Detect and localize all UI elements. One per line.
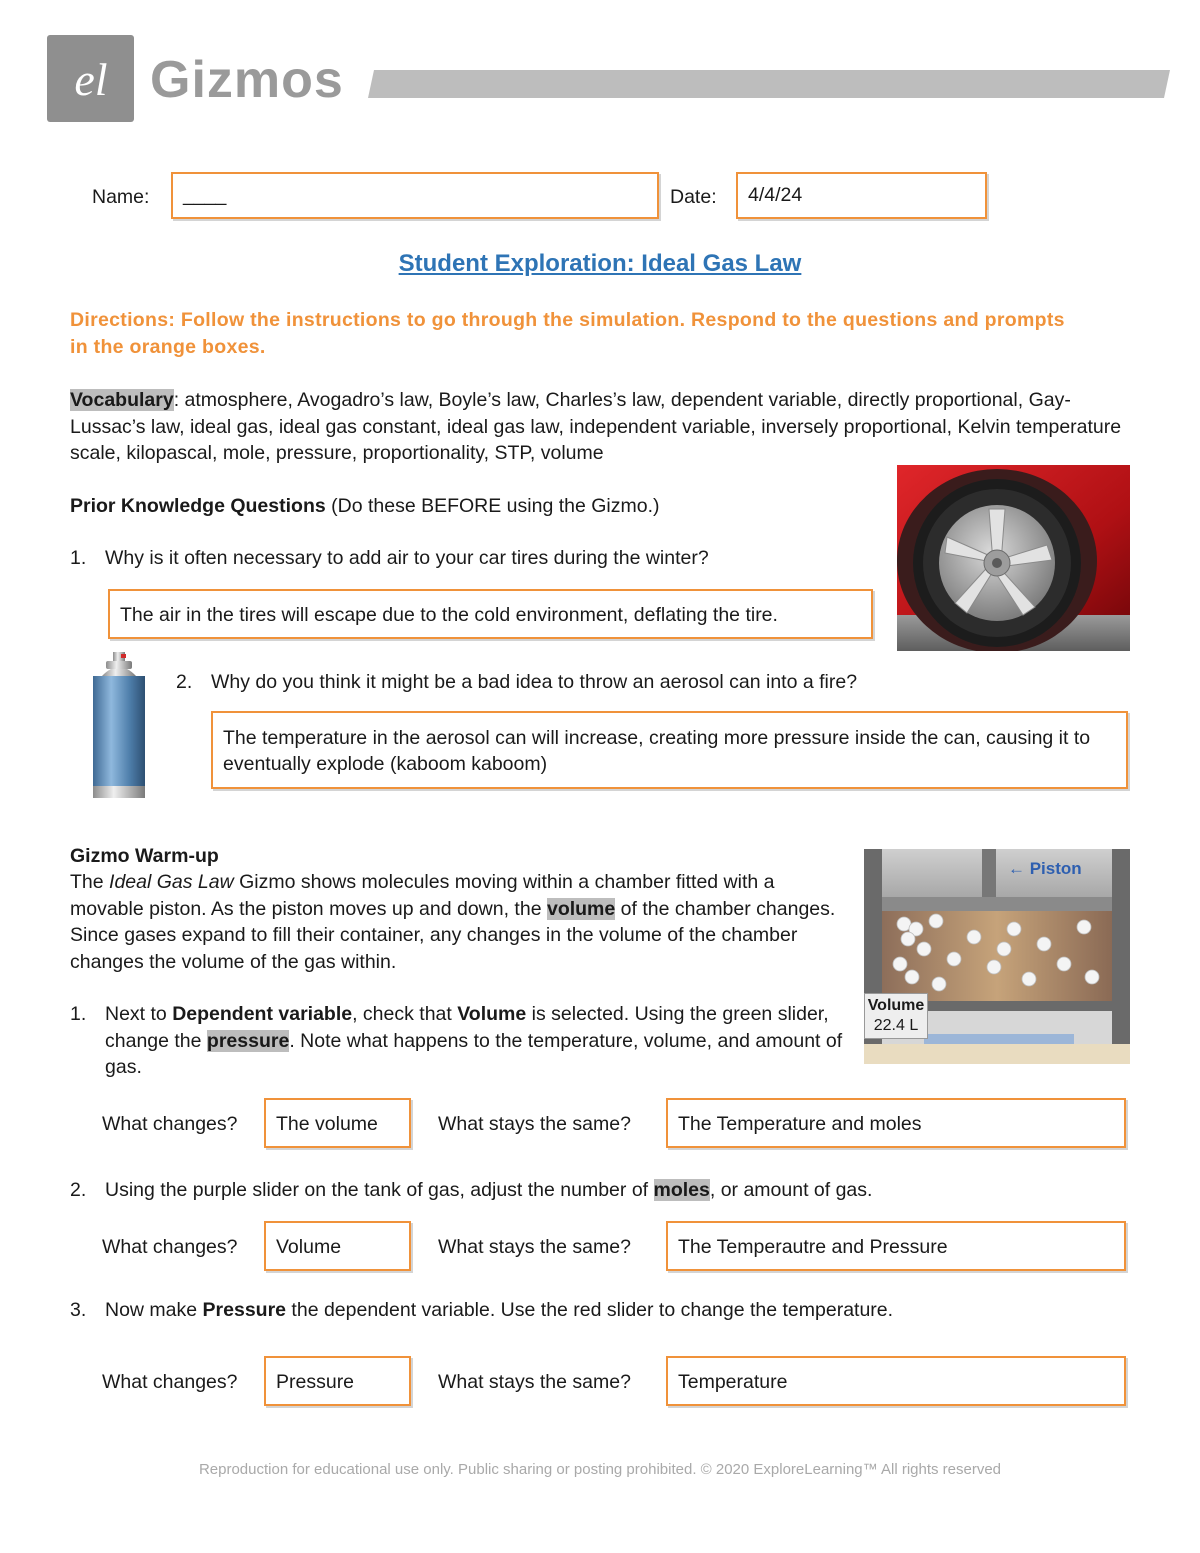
aerosol-can-image bbox=[88, 650, 150, 800]
date-label: Date: bbox=[670, 186, 717, 208]
warmup-q2-text bbox=[105, 1177, 872, 1204]
warmup-q2-number: 2. bbox=[70, 1179, 87, 1201]
volume-readout bbox=[864, 993, 928, 1039]
q2-part: , or amount of gas. bbox=[709, 1179, 873, 1201]
q1-same-field[interactable]: The Temperature and moles bbox=[666, 1098, 1126, 1148]
changes-label: What changes? bbox=[102, 1371, 238, 1393]
q1-part: Next to bbox=[105, 1003, 173, 1025]
warmup-p-italic: Ideal Gas Law bbox=[109, 871, 234, 893]
warmup-paragraph bbox=[70, 869, 845, 975]
q3-part: the dependent variable. Use the red slider to change the temperature. bbox=[286, 1299, 894, 1321]
name-label: Name: bbox=[92, 186, 150, 208]
q1-part: , check that bbox=[352, 1003, 458, 1025]
date-field[interactable]: 4/4/24 bbox=[736, 172, 987, 219]
warmup-q3-text bbox=[105, 1297, 893, 1324]
q3-bold: Pressure bbox=[202, 1299, 287, 1321]
q2-highlight: moles bbox=[653, 1179, 710, 1201]
warmup-q3-number: 3. bbox=[70, 1299, 87, 1321]
vocabulary-label: Vocabulary bbox=[70, 389, 174, 411]
q1-bold: Volume bbox=[457, 1003, 527, 1025]
warmup-p-part: Gizmo shows molecules moving within a chamber fitted with a movable piston. As the piston moves up and down, the bbox=[70, 871, 775, 920]
same-label: What stays the same? bbox=[438, 1113, 631, 1135]
prior-q2-text: Why do you think it might be a bad idea to throw an aerosol can into a fire? bbox=[211, 671, 858, 693]
name-field[interactable]: ____ bbox=[171, 172, 659, 219]
q1-bold: Dependent variable bbox=[172, 1003, 353, 1025]
q3-same-field[interactable]: Temperature bbox=[666, 1356, 1126, 1406]
page-title: Student Exploration: Ideal Gas Law bbox=[398, 250, 802, 277]
explorelearning-logo bbox=[47, 35, 134, 122]
prior-q1-number: 1. bbox=[70, 547, 87, 569]
changes-label: What changes? bbox=[102, 1113, 238, 1135]
logo-text: el bbox=[74, 54, 108, 105]
vocabulary-list: : atmosphere, Avogadro’s law, Boyle’s law, Charles’s law, dependent variable, directly proportional, Gay-Lussac’s law, ideal gas, ideal gas constant, ideal gas law, independent variable, inversely proportional, Kelvin temperature scale, kilopascal, mole, pressure, proportionality, STP, volume bbox=[70, 389, 1122, 464]
footer-copyright: Reproduction for educational use only. Public sharing or posting prohibited. © 2020 ExploreLearning™ All rights reserved bbox=[198, 1461, 1002, 1478]
prior-a2-field[interactable]: The temperature in the aerosol can will increase, creating more pressure inside the can, causing it to eventually explode (kaboom kaboom) bbox=[211, 711, 1128, 789]
prior-q1-text: Why is it often necessary to add air to your car tires during the winter? bbox=[105, 547, 709, 569]
same-label: What stays the same? bbox=[438, 1236, 631, 1258]
directions: Directions: Follow the instructions to go through the simulation. Respond to the questions and prompts in the orange boxes. bbox=[70, 309, 1065, 358]
warmup-p-highlight: volume bbox=[546, 897, 616, 920]
q3-changes-field[interactable]: Pressure bbox=[264, 1356, 411, 1406]
prior-knowledge-heading bbox=[70, 493, 660, 520]
q1-highlight: pressure bbox=[206, 1029, 290, 1052]
volume-readout-value: 22.4 L bbox=[873, 1017, 919, 1034]
warmup-p-part: of the chamber changes. Since gases expand to fill their container, any changes in the volume of the chamber changes the volume of the gas within. bbox=[70, 897, 836, 973]
q3-part: Now make bbox=[105, 1299, 203, 1321]
q2-same-field[interactable]: The Temperautre and Pressure bbox=[666, 1221, 1126, 1271]
car-tire-image bbox=[897, 465, 1130, 651]
warmup-p-part: The bbox=[70, 871, 110, 893]
prior-heading-note: (Do these BEFORE using the Gizmo.) bbox=[325, 495, 660, 517]
warmup-heading: Gizmo Warm-up bbox=[70, 845, 219, 867]
q1-part: . Note what happens to the temperature, volume, and amount of gas. bbox=[105, 1029, 843, 1078]
prior-heading-bold: Prior Knowledge Questions bbox=[70, 495, 326, 517]
q1-part: is selected. Using the green slider, change the bbox=[105, 1003, 829, 1052]
same-label: What stays the same? bbox=[438, 1371, 631, 1393]
prior-a1-field[interactable]: The air in the tires will escape due to the cold environment, deflating the tire. bbox=[108, 589, 873, 639]
changes-label: What changes? bbox=[102, 1236, 238, 1258]
prior-q2-number: 2. bbox=[176, 671, 193, 693]
piston-label: ← Piston bbox=[1008, 859, 1082, 878]
q2-part: Using the purple slider on the tank of gas, adjust the number of bbox=[105, 1179, 654, 1201]
warmup-q1-number: 1. bbox=[70, 1003, 87, 1025]
q2-changes-field[interactable]: Volume bbox=[264, 1221, 411, 1271]
brand-name: Gizmos bbox=[150, 51, 344, 109]
vocabulary bbox=[70, 387, 1140, 467]
volume-readout-label: Volume bbox=[867, 997, 925, 1014]
q1-changes-field[interactable]: The volume bbox=[264, 1098, 411, 1148]
warmup-q1-text bbox=[105, 1001, 850, 1081]
header-bar bbox=[368, 70, 1170, 98]
